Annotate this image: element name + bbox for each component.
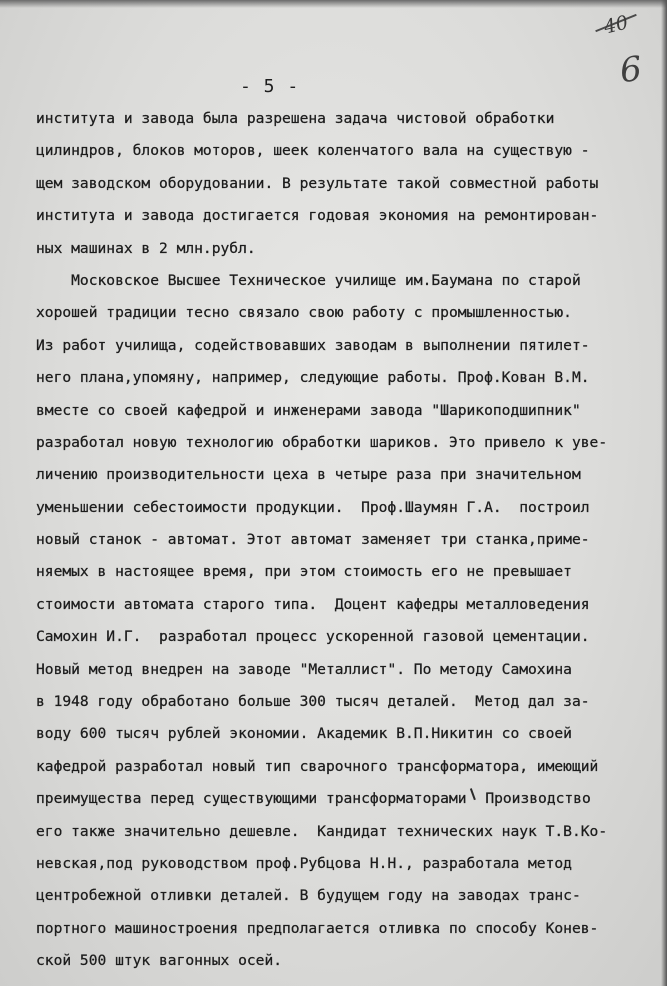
text-line: его также значительно дешевле. Кандидат технических наук Т.В.Ко- <box>36 822 608 840</box>
text-line: кафедрой разработал новый тип сварочного трансформатора, имеющий <box>36 757 599 775</box>
text-line: стоимости автомата старого типа. Доцент кафедры металловедения <box>36 595 590 613</box>
text-line-part: преимущества перед существующими трансформаторами <box>36 790 467 808</box>
text-line: ных машинах в 2 млн.рубл. <box>36 239 256 257</box>
text-line: разработал новую технологию обработки шариков. Это привело к уве- <box>36 433 608 451</box>
text-line: в 1948 году обработано больше 300 тысяч деталей. Метод дал за- <box>36 693 590 711</box>
text-line: цилиндров, блоков моторов, шеек коленчатого вала на существую - <box>36 142 590 160</box>
text-line: вместе со своей кафедрой и инженерами завода "Шарикоподшипник" <box>36 401 581 419</box>
text-line: ской 500 штук вагонных осей. <box>36 952 283 970</box>
text-line: уменьшении себестоимости продукции. Проф.Шаумян Г.А. построил <box>36 498 590 516</box>
text-line: Самохин И.Г. разработал процесс ускоренной газовой цементации. <box>36 628 590 646</box>
handwritten-top-note: 40 <box>601 11 631 39</box>
handwritten-sheet-number: 6 <box>617 48 644 92</box>
text-line: Новый метод внедрен на заводе "Металлист". По методу Самохина <box>36 660 572 678</box>
text-line-continuation: Производство <box>476 790 591 808</box>
text-line: воду 600 тысяч рублей экономии. Академик В.П.Никитин со своей <box>36 725 572 743</box>
handwritten-checkmark <box>467 791 477 803</box>
typewritten-body <box>36 103 666 978</box>
text-line: няемых в настоящее время, при этом стоимость его не превышает <box>36 563 572 581</box>
text-line: новый станок - автомат. Этот автомат заменяет три станка,приме- <box>36 531 590 549</box>
text-line: хорошей традиции тесно связало свою работу с промышленностью. <box>36 304 572 322</box>
text-line <box>36 783 666 815</box>
text-line: портного машиностроения предполагается отливка по способу Конев- <box>36 919 599 937</box>
text-line: Из работ училища, содействовавших заводам в выполнении пятилет- <box>36 336 590 354</box>
text-line: Московское Высшее Техническое училище им.Баумана по старой <box>36 271 581 289</box>
text-line: щем заводском оборудовании. В результате такой совместной работы <box>36 174 599 192</box>
page-number: - 5 - <box>240 76 300 97</box>
text-line: него плана,упомяну, например, следующие работы. Проф.Кован В.М. <box>36 369 590 387</box>
text-line: центробежной отливки деталей. В будущем году на заводах транс- <box>36 887 581 905</box>
text-line: личению производительности цеха в четыре раза при значительном <box>36 466 581 484</box>
text-line: института и завода достигается годовая экономия на ремонтирован- <box>36 207 599 225</box>
text-line: института и завода была разрешена задача чистовой обработки <box>36 110 555 127</box>
text-line: невская,под руководством проф.Рубцова Н.Н., разработала метод <box>36 854 572 872</box>
scan-shadow-top <box>0 0 667 8</box>
